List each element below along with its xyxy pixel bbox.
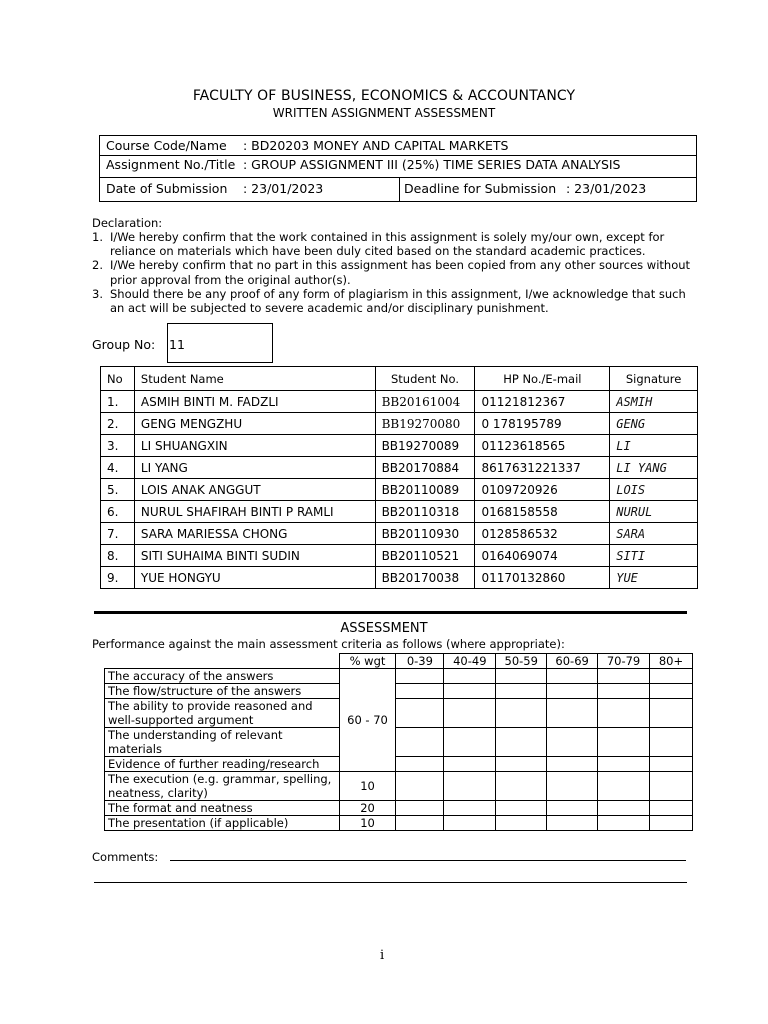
student-id: BB20110521 bbox=[375, 545, 475, 567]
score-cell[interactable] bbox=[547, 728, 598, 757]
course-code-label: Course Code/Name bbox=[106, 138, 227, 153]
student-signature: NURUL bbox=[610, 501, 698, 523]
score-cell[interactable] bbox=[598, 699, 650, 728]
criterion-label: The presentation (if applicable) bbox=[105, 816, 340, 831]
faculty-title: FACULTY OF BUSINESS, ECONOMICS & ACCOUNTANCY bbox=[192, 88, 576, 104]
column-header-band: 70-79 bbox=[598, 654, 650, 669]
score-cell[interactable] bbox=[444, 772, 496, 801]
submission-date-label: Date of Submission bbox=[106, 181, 228, 196]
score-cell[interactable] bbox=[496, 699, 547, 728]
score-cell[interactable] bbox=[496, 801, 547, 816]
course-info-box bbox=[99, 135, 697, 202]
score-cell[interactable] bbox=[598, 801, 650, 816]
student-hp: 0164069074 bbox=[475, 545, 610, 567]
student-hp: 0168158558 bbox=[475, 501, 610, 523]
column-header-band: 80+ bbox=[649, 654, 692, 669]
table-row bbox=[101, 523, 698, 545]
score-cell[interactable] bbox=[496, 728, 547, 757]
student-no-cell: 3. bbox=[101, 435, 135, 457]
criterion-label: Evidence of further reading/research bbox=[105, 757, 340, 772]
column-header-weight: % wgt bbox=[339, 654, 396, 669]
score-cell[interactable] bbox=[496, 772, 547, 801]
column-header-band: 60-69 bbox=[547, 654, 598, 669]
criteria-row bbox=[105, 699, 693, 728]
student-id: BB20110089 bbox=[375, 479, 475, 501]
table-row bbox=[101, 413, 698, 435]
group-number-label: Group No: bbox=[92, 337, 156, 352]
score-cell[interactable] bbox=[598, 757, 650, 772]
score-cell[interactable] bbox=[496, 816, 547, 831]
criteria-row bbox=[105, 816, 693, 831]
assessment-title: ASSESSMENT bbox=[340, 621, 428, 636]
student-name: SARA MARIESSA CHONG bbox=[134, 523, 375, 545]
score-cell[interactable] bbox=[649, 684, 692, 699]
score-cell[interactable] bbox=[496, 684, 547, 699]
student-signature: LI YANG bbox=[610, 457, 698, 479]
student-signature: ASMIH bbox=[610, 391, 698, 413]
criteria-row bbox=[105, 772, 693, 801]
criterion-label: The flow/structure of the answers bbox=[105, 684, 340, 699]
student-no-cell: 7. bbox=[101, 523, 135, 545]
student-id: BB19270089 bbox=[375, 435, 475, 457]
score-cell[interactable] bbox=[547, 699, 598, 728]
student-name: GENG MENGZHU bbox=[134, 413, 375, 435]
criteria-row bbox=[105, 684, 693, 699]
score-cell[interactable] bbox=[649, 772, 692, 801]
deadline-value: : 23/01/2023 bbox=[566, 181, 647, 196]
score-cell[interactable] bbox=[396, 772, 444, 801]
criterion-weight: 10 bbox=[339, 772, 396, 801]
page-number: i bbox=[380, 948, 385, 963]
students-header-row bbox=[101, 367, 698, 391]
score-cell[interactable] bbox=[598, 669, 650, 684]
student-id: BB20170884 bbox=[375, 457, 475, 479]
submission-date-value: : 23/01/2023 bbox=[243, 181, 324, 196]
student-name: LI SHUANGXIN bbox=[134, 435, 375, 457]
student-id: BB20110930 bbox=[375, 523, 475, 545]
column-header-band: 0-39 bbox=[396, 654, 444, 669]
student-id: BB20161004 bbox=[375, 391, 475, 413]
comment-line[interactable] bbox=[170, 860, 686, 861]
student-signature: LI bbox=[610, 435, 698, 457]
student-signature: LOIS bbox=[610, 479, 698, 501]
declaration-number: 1. bbox=[92, 230, 103, 244]
student-id: BB20170038 bbox=[375, 567, 475, 589]
deadline-label: Deadline for Submission bbox=[404, 181, 557, 196]
course-box-divider bbox=[100, 155, 696, 156]
student-name: LI YANG bbox=[134, 457, 375, 479]
score-cell[interactable] bbox=[547, 757, 598, 772]
declaration-item bbox=[92, 258, 692, 286]
student-hp: 0128586532 bbox=[475, 523, 610, 545]
column-header-signature: Signature bbox=[610, 367, 698, 391]
course-box-divider bbox=[100, 177, 696, 178]
score-cell[interactable] bbox=[649, 728, 692, 757]
section-divider bbox=[94, 611, 687, 614]
student-no-cell: 4. bbox=[101, 457, 135, 479]
student-name: ASMIH BINTI M. FADZLI bbox=[134, 391, 375, 413]
score-cell[interactable] bbox=[547, 816, 598, 831]
criterion-label: The execution (e.g. grammar, spelling, neatness, clarity) bbox=[105, 772, 340, 801]
score-cell[interactable] bbox=[598, 728, 650, 757]
assignment-label: Assignment No./Title bbox=[106, 157, 236, 172]
score-cell[interactable] bbox=[396, 669, 444, 684]
score-cell[interactable] bbox=[649, 699, 692, 728]
student-signature: SARA bbox=[610, 523, 698, 545]
student-signature: GENG bbox=[610, 413, 698, 435]
column-header-hp: HP No./E-mail bbox=[475, 367, 610, 391]
score-cell[interactable] bbox=[396, 728, 444, 757]
assessment-subtitle: Performance against the main assessment criteria as follows (where appropriate): bbox=[92, 637, 565, 651]
score-cell[interactable] bbox=[444, 728, 496, 757]
score-cell[interactable] bbox=[396, 699, 444, 728]
column-header-no: No bbox=[101, 367, 135, 391]
student-id: BB19270080 bbox=[375, 413, 475, 435]
course-code-value: : BD20203 MONEY AND CAPITAL MARKETS bbox=[243, 138, 509, 153]
score-cell[interactable] bbox=[547, 801, 598, 816]
score-cell[interactable] bbox=[444, 669, 496, 684]
table-row bbox=[101, 457, 698, 479]
column-header-student-no: Student No. bbox=[375, 367, 475, 391]
criterion-label: The format and neatness bbox=[105, 801, 340, 816]
student-signature: SITI bbox=[610, 545, 698, 567]
score-cell[interactable] bbox=[547, 772, 598, 801]
score-cell[interactable] bbox=[496, 669, 547, 684]
criteria-row bbox=[105, 801, 693, 816]
student-no-cell: 2. bbox=[101, 413, 135, 435]
table-row bbox=[101, 435, 698, 457]
score-cell[interactable] bbox=[598, 816, 650, 831]
criterion-label: The understanding of relevant materials bbox=[105, 728, 340, 757]
student-name: YUE HONGYU bbox=[134, 567, 375, 589]
student-hp: 01123618565 bbox=[475, 435, 610, 457]
student-name: SITI SUHAIMA BINTI SUDIN bbox=[134, 545, 375, 567]
score-cell[interactable] bbox=[649, 816, 692, 831]
criteria-row bbox=[105, 728, 693, 757]
assessment-criteria-table bbox=[104, 653, 693, 831]
declaration-section bbox=[92, 216, 692, 315]
student-no-cell: 5. bbox=[101, 479, 135, 501]
criterion-label: The accuracy of the answers bbox=[105, 669, 340, 684]
criteria-header-row bbox=[105, 654, 693, 669]
students-table bbox=[100, 366, 698, 589]
score-cell[interactable] bbox=[649, 669, 692, 684]
criteria-header-blank bbox=[105, 654, 340, 669]
score-cell[interactable] bbox=[444, 801, 496, 816]
document-subtitle: WRITTEN ASSIGNMENT ASSESSMENT bbox=[272, 106, 496, 120]
score-cell[interactable] bbox=[396, 684, 444, 699]
table-row bbox=[101, 567, 698, 589]
score-cell[interactable] bbox=[649, 757, 692, 772]
score-cell[interactable] bbox=[598, 684, 650, 699]
criterion-label: The ability to provide reasoned and well-supported argument bbox=[105, 699, 340, 728]
declaration-item bbox=[92, 230, 692, 258]
comments-label: Comments: bbox=[92, 850, 159, 864]
group-weight: 60 - 70 bbox=[339, 669, 396, 772]
student-hp: 8617631221337 bbox=[475, 457, 610, 479]
declaration-text: I/We hereby confirm that no part in this assignment has been copied from any other sources without prior approval from the original author(s). bbox=[110, 258, 691, 287]
score-cell[interactable] bbox=[396, 801, 444, 816]
student-hp: 0109720926 bbox=[475, 479, 610, 501]
declaration-text: Should there be any proof of any form of plagiarism in this assignment, I/we acknowledge that such an act will be subjected to severe academic and/or disciplinary punishment. bbox=[110, 286, 686, 316]
assignment-value: : GROUP ASSIGNMENT III (25%) TIME SERIES DATA ANALYSIS bbox=[243, 157, 621, 172]
criteria-row bbox=[105, 757, 693, 772]
declaration-number: 3. bbox=[92, 286, 103, 301]
column-header-name: Student Name bbox=[134, 367, 375, 391]
score-cell[interactable] bbox=[444, 816, 496, 831]
group-number-value: 11 bbox=[169, 337, 185, 352]
student-id: BB20110318 bbox=[375, 501, 475, 523]
student-hp: 01121812367 bbox=[475, 391, 610, 413]
criterion-weight: 20 bbox=[339, 801, 396, 816]
student-no-cell: 8. bbox=[101, 545, 135, 567]
score-cell[interactable] bbox=[547, 669, 598, 684]
score-cell[interactable] bbox=[396, 816, 444, 831]
score-cell[interactable] bbox=[649, 801, 692, 816]
score-cell[interactable] bbox=[396, 757, 444, 772]
declaration-text: I/We hereby confirm that the work contained in this assignment is solely my/our own, except for reliance on materials which have been duly cited based on the standard academic practices. bbox=[110, 230, 665, 259]
criteria-row bbox=[105, 669, 693, 684]
score-cell[interactable] bbox=[598, 772, 650, 801]
table-row bbox=[101, 545, 698, 567]
score-cell[interactable] bbox=[444, 684, 496, 699]
student-name: NURUL SHAFIRAH BINTI P RAMLI bbox=[134, 501, 375, 523]
comment-line[interactable] bbox=[94, 882, 687, 883]
score-cell[interactable] bbox=[547, 684, 598, 699]
student-hp: 01170132860 bbox=[475, 567, 610, 589]
score-cell[interactable] bbox=[444, 699, 496, 728]
table-row bbox=[101, 479, 698, 501]
column-header-band: 50-59 bbox=[496, 654, 547, 669]
student-hp: 0 178195789 bbox=[475, 413, 610, 435]
column-header-band: 40-49 bbox=[444, 654, 496, 669]
score-cell[interactable] bbox=[496, 757, 547, 772]
declaration-title: Declaration: bbox=[92, 216, 163, 230]
course-box-vdivider bbox=[399, 177, 400, 202]
student-no-cell: 1. bbox=[101, 391, 135, 413]
table-row bbox=[101, 501, 698, 523]
student-name: LOIS ANAK ANGGUT bbox=[134, 479, 375, 501]
criterion-weight: 10 bbox=[339, 816, 396, 831]
student-signature: YUE bbox=[610, 567, 698, 589]
declaration-number: 2. bbox=[92, 258, 103, 273]
score-cell[interactable] bbox=[444, 757, 496, 772]
student-no-cell: 6. bbox=[101, 501, 135, 523]
student-no-cell: 9. bbox=[101, 567, 135, 589]
declaration-item bbox=[92, 287, 692, 315]
table-row bbox=[101, 391, 698, 413]
